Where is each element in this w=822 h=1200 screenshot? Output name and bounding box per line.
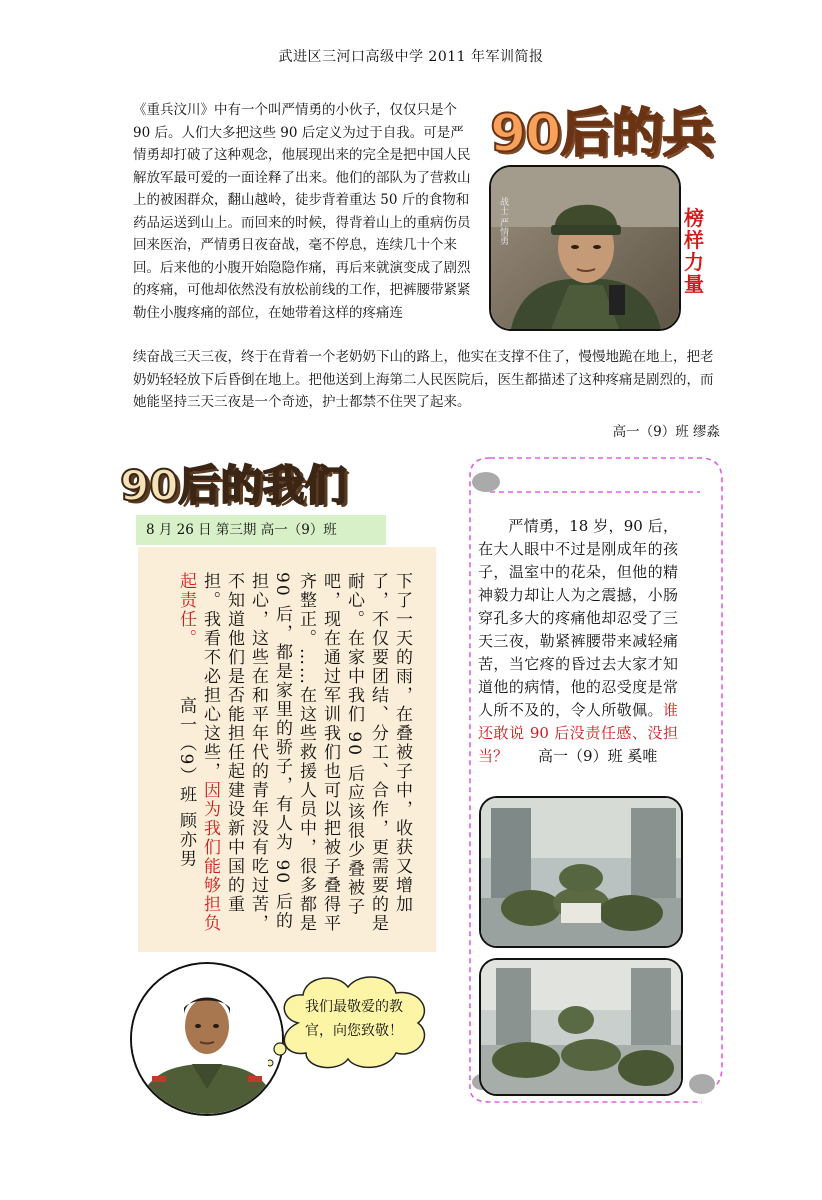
photo-caption: 战士 严情勇 [498, 197, 508, 245]
article2-vertical-text [174, 572, 414, 942]
bubble-text: 我们最敬爱的教官，向您致敬！ [305, 999, 403, 1039]
article2-title: 90后的我们 [120, 461, 347, 510]
article1-side-label: 榜样力量 [684, 206, 704, 296]
article1-paragraph-top: 《重兵汶川》中有一个叫严情勇的小伙子，仅仅只是个 90 后。人们大多把这些 90 后定义为过于自我。可是严情勇却打破了这种观念，他展现出来的完全是把中国人民解放军最可爱的一面诠释了出来。他们的部队为了营救山上的被困群众，翻山越岭，徒步背着重达 50 斤的食物和药品运送到山上。而回来的时候，得背着山上的重病伤员回来医治，严情勇日夜奋战，毫不停息，连续几十个来回。后来他的小腹开始隐隐作痛，再后来就演变成了剧烈的疼痛，可他却依然没有放松前线的工作，把裤腰带紧紧勒住小腹疼痛的部位，在她带着这样的疼痛连 [133, 102, 471, 321]
article1-paragraph-bottom: 续奋战三天三夜，终于在背着一个老奶奶下山的路上，他实在支撑不住了，慢慢地跪在地上，把老奶奶轻轻放下后昏倒在地上。把他送到上海第二人民医院后，医生都描述了这种疼痛是剧烈的，而她能坚持三天三夜是一个奇迹，护士都禁不住哭了起来。 [133, 349, 714, 410]
dorm-photo-1 [479, 796, 683, 948]
article1-title: 90后的兵 [490, 104, 714, 164]
article2-signature: 高一（9）班 顾亦男 [176, 696, 196, 869]
issue-date-bar: 8 月 26 日 第三期 高一（9）班 [136, 515, 386, 545]
instructor-photo [130, 962, 284, 1116]
article2-essay-box [138, 547, 436, 952]
soldier-photo [489, 165, 681, 331]
article3-body: 严情勇，18 岁，90 后，在大人眼中不过是刚成年的孩子，温室中的花朵，但他的精神毅力却让人为之震撼，小肠穿孔多大的疼痛他却忍受了三天三夜，勒紧裤腰带来减轻痛苦，当它疼的昏过去大家才知道他的病情，他的忍受度是常人所不及的，令人所敬佩。 [478, 517, 678, 719]
article3-text [478, 515, 678, 768]
article1-signature: 高一（9）班 缪淼 [612, 424, 720, 440]
dorm-photo-2 [479, 958, 683, 1096]
article2-highlight: 因为我们能够担负起责任。 [176, 572, 220, 933]
article2-body: 下了一天的雨，在叠被子中，收获又增加了，不仅要团结、分工、合作，更需要的是耐心。在家中我们 90 后应该很少叠被子吧，现在通过军训我们也可以把被子叠得平齐整正。……在这些救援人员中，很多都是 90 后，都是家里的骄子，有人为 90 后的担心，这些在和平年代的青年没有吃过苦，不知道他们是否能担任起建设新中国的重担。我看不必担心这些， [200, 572, 412, 933]
page-header: 武进区三河口高级中学 2011 年军训简报 [278, 49, 544, 65]
article3-highlight: 谁还敢说 90 后没责任感、没担当？ [478, 701, 678, 765]
article3-signature: 高一（9）班 奚唯 [538, 747, 658, 765]
